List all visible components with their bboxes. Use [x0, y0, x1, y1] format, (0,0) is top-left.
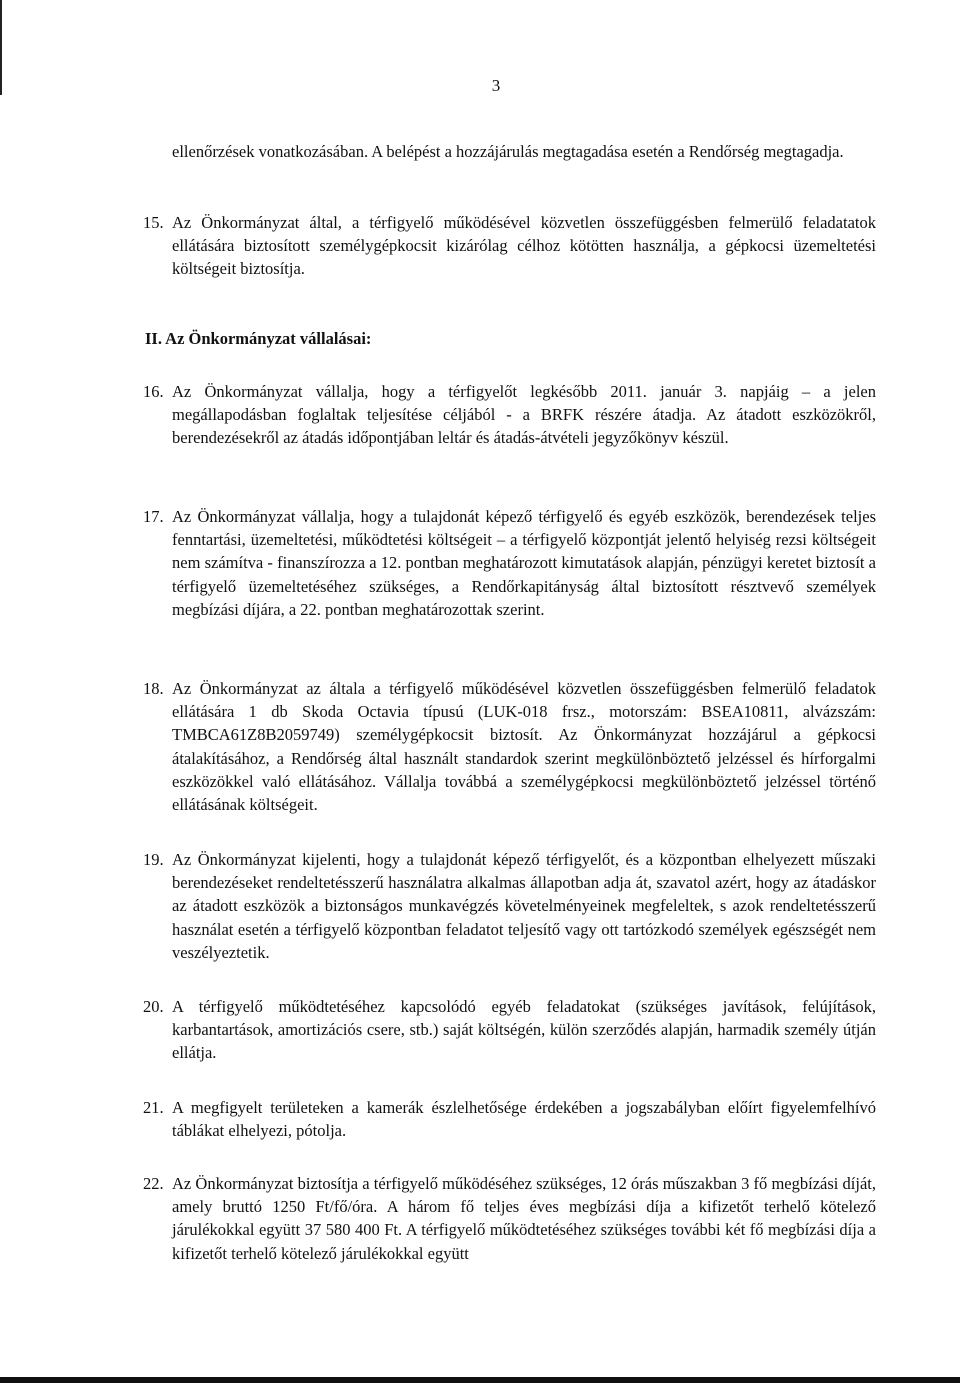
- item-text: Az Önkormányzat által, a térfigyelő működésével közvetlen összefüggésben felmerülő feladatatok ellátására biztosított személygépkocsit kizárólag célhoz kötötten használja, a gépkocsi üzemeltetési költségeit biztosítja.: [172, 213, 876, 279]
- list-item: [143, 995, 876, 1065]
- item-number: 15.: [143, 213, 164, 232]
- item-number: 21.: [143, 1098, 164, 1117]
- list-item: [143, 1096, 876, 1142]
- item-number: 16.: [143, 382, 164, 401]
- list-item: [143, 677, 876, 816]
- item-number: 17.: [143, 507, 164, 526]
- item-number: 20.: [143, 997, 164, 1016]
- section-heading: II. Az Önkormányzat vállalásai:: [145, 329, 372, 348]
- item-text: A térfigyelő működtetéséhez kapcsolódó egyéb feladatokat (szükséges javítások, felújítások, karbantartások, amortizációs csere, stb.) saját költségén, külön szerződés alapján, harmadik személy útján ellátja.: [172, 997, 876, 1063]
- page-number: 3: [491, 76, 501, 95]
- list-item: [143, 380, 876, 450]
- item-text: A megfigyelt területeken a kamerák észlelhetősége érdekében a jogszabályban előírt figyelemfelhívó táblákat elhelyezi, pótolja.: [172, 1098, 876, 1141]
- list-item: [143, 505, 876, 621]
- scan-bottom-rule: [0, 1377, 960, 1383]
- item-text: Az Önkormányzat vállalja, hogy a tulajdonát képező térfigyelő és egyéb eszközök, berendezések teljes fenntartási, üzemeltetési, működtetési költségeit – a térfigyelő központját jelentő helyiség rezsi költségeit nem számítva - finanszírozza a 12. pontban meghatározott kimutatások alapján, pénzügyi keretet biztosít a térfigyelő üzemeltetéséhez szükséges, a Rendőrkapitányság által biztosított résztvevő személyek megbízási díjára, a 22. pontban meghatározottak szerint.: [172, 507, 876, 619]
- list-item: [143, 848, 876, 964]
- item-number: 18.: [143, 679, 164, 698]
- item-text: Az Önkormányzat vállalja, hogy a térfigyelőt legkésőbb 2011. január 3. napjáig – a jelen megállapodásban foglaltak teljesítése céljából - a BRFK részére átadja. Az átadott eszközökről, berendezésekről az átadás időpontjában leltár és átadás-átvételi jegyzőkönyv készül.: [172, 382, 876, 448]
- item-text: Az Önkormányzat az általa a térfigyelő működésével közvetlen összefüggésben felmerülő feladatok ellátására 1 db Skoda Octavia típusú (LUK-018 frsz., motorszám: BSEA10811, alvázszám: TMBCA61Z8B2059749) személygépkocsit biztosít. Az Önkormányzat hozzájárul a gépkocsi átalakításához, a Rendőrség által használt standardok szerint megkülönböztető jelzéssel és hírforgalmi eszközökkel való ellátásához. Vállalja továbbá a személygépkocsi megkülönböztető jelzéssel történő ellátásának költségeit.: [172, 679, 876, 815]
- item-number: 19.: [143, 850, 164, 869]
- item-text: Az Önkormányzat kijelenti, hogy a tulajdonát képező térfigyelőt, és a központban elhelyezett műszaki berendezéseket rendeltetésszerű használatra alkalmas állapotban adja át, szavatol azért, hogy az átadáskor az átadott eszközök a biztonságos munkavégzés követelményeinek megfeleltek, s azok rendeltetésszerű használat esetén a térfigyelő központban feladatot teljesítő vagy ott tartózkodó személyek egészségét nem veszélyeztetik.: [172, 850, 876, 962]
- continuation-paragraph: ellenőrzések vonatkozásában. A belépést a hozzájárulás megtagadása esetén a Rendőrség megtagadja.: [172, 142, 844, 161]
- item-text: Az Önkormányzat biztosítja a térfigyelő működéséhez szükséges, 12 órás műszakban 3 fő megbízási díját, amely bruttó 1250 Ft/fő/óra. A három fő teljes éves megbízási díja a kifizetőt terhelő kötelező járulékokkal együtt 37 580 400 Ft. A térfigyelő működtetéséhez szükséges további két fő megbízási díja a kifizetőt terhelő kötelező járulékokkal együtt: [172, 1174, 876, 1263]
- list-item: [143, 1172, 876, 1265]
- list-item: [143, 211, 876, 281]
- item-number: 22.: [143, 1174, 164, 1193]
